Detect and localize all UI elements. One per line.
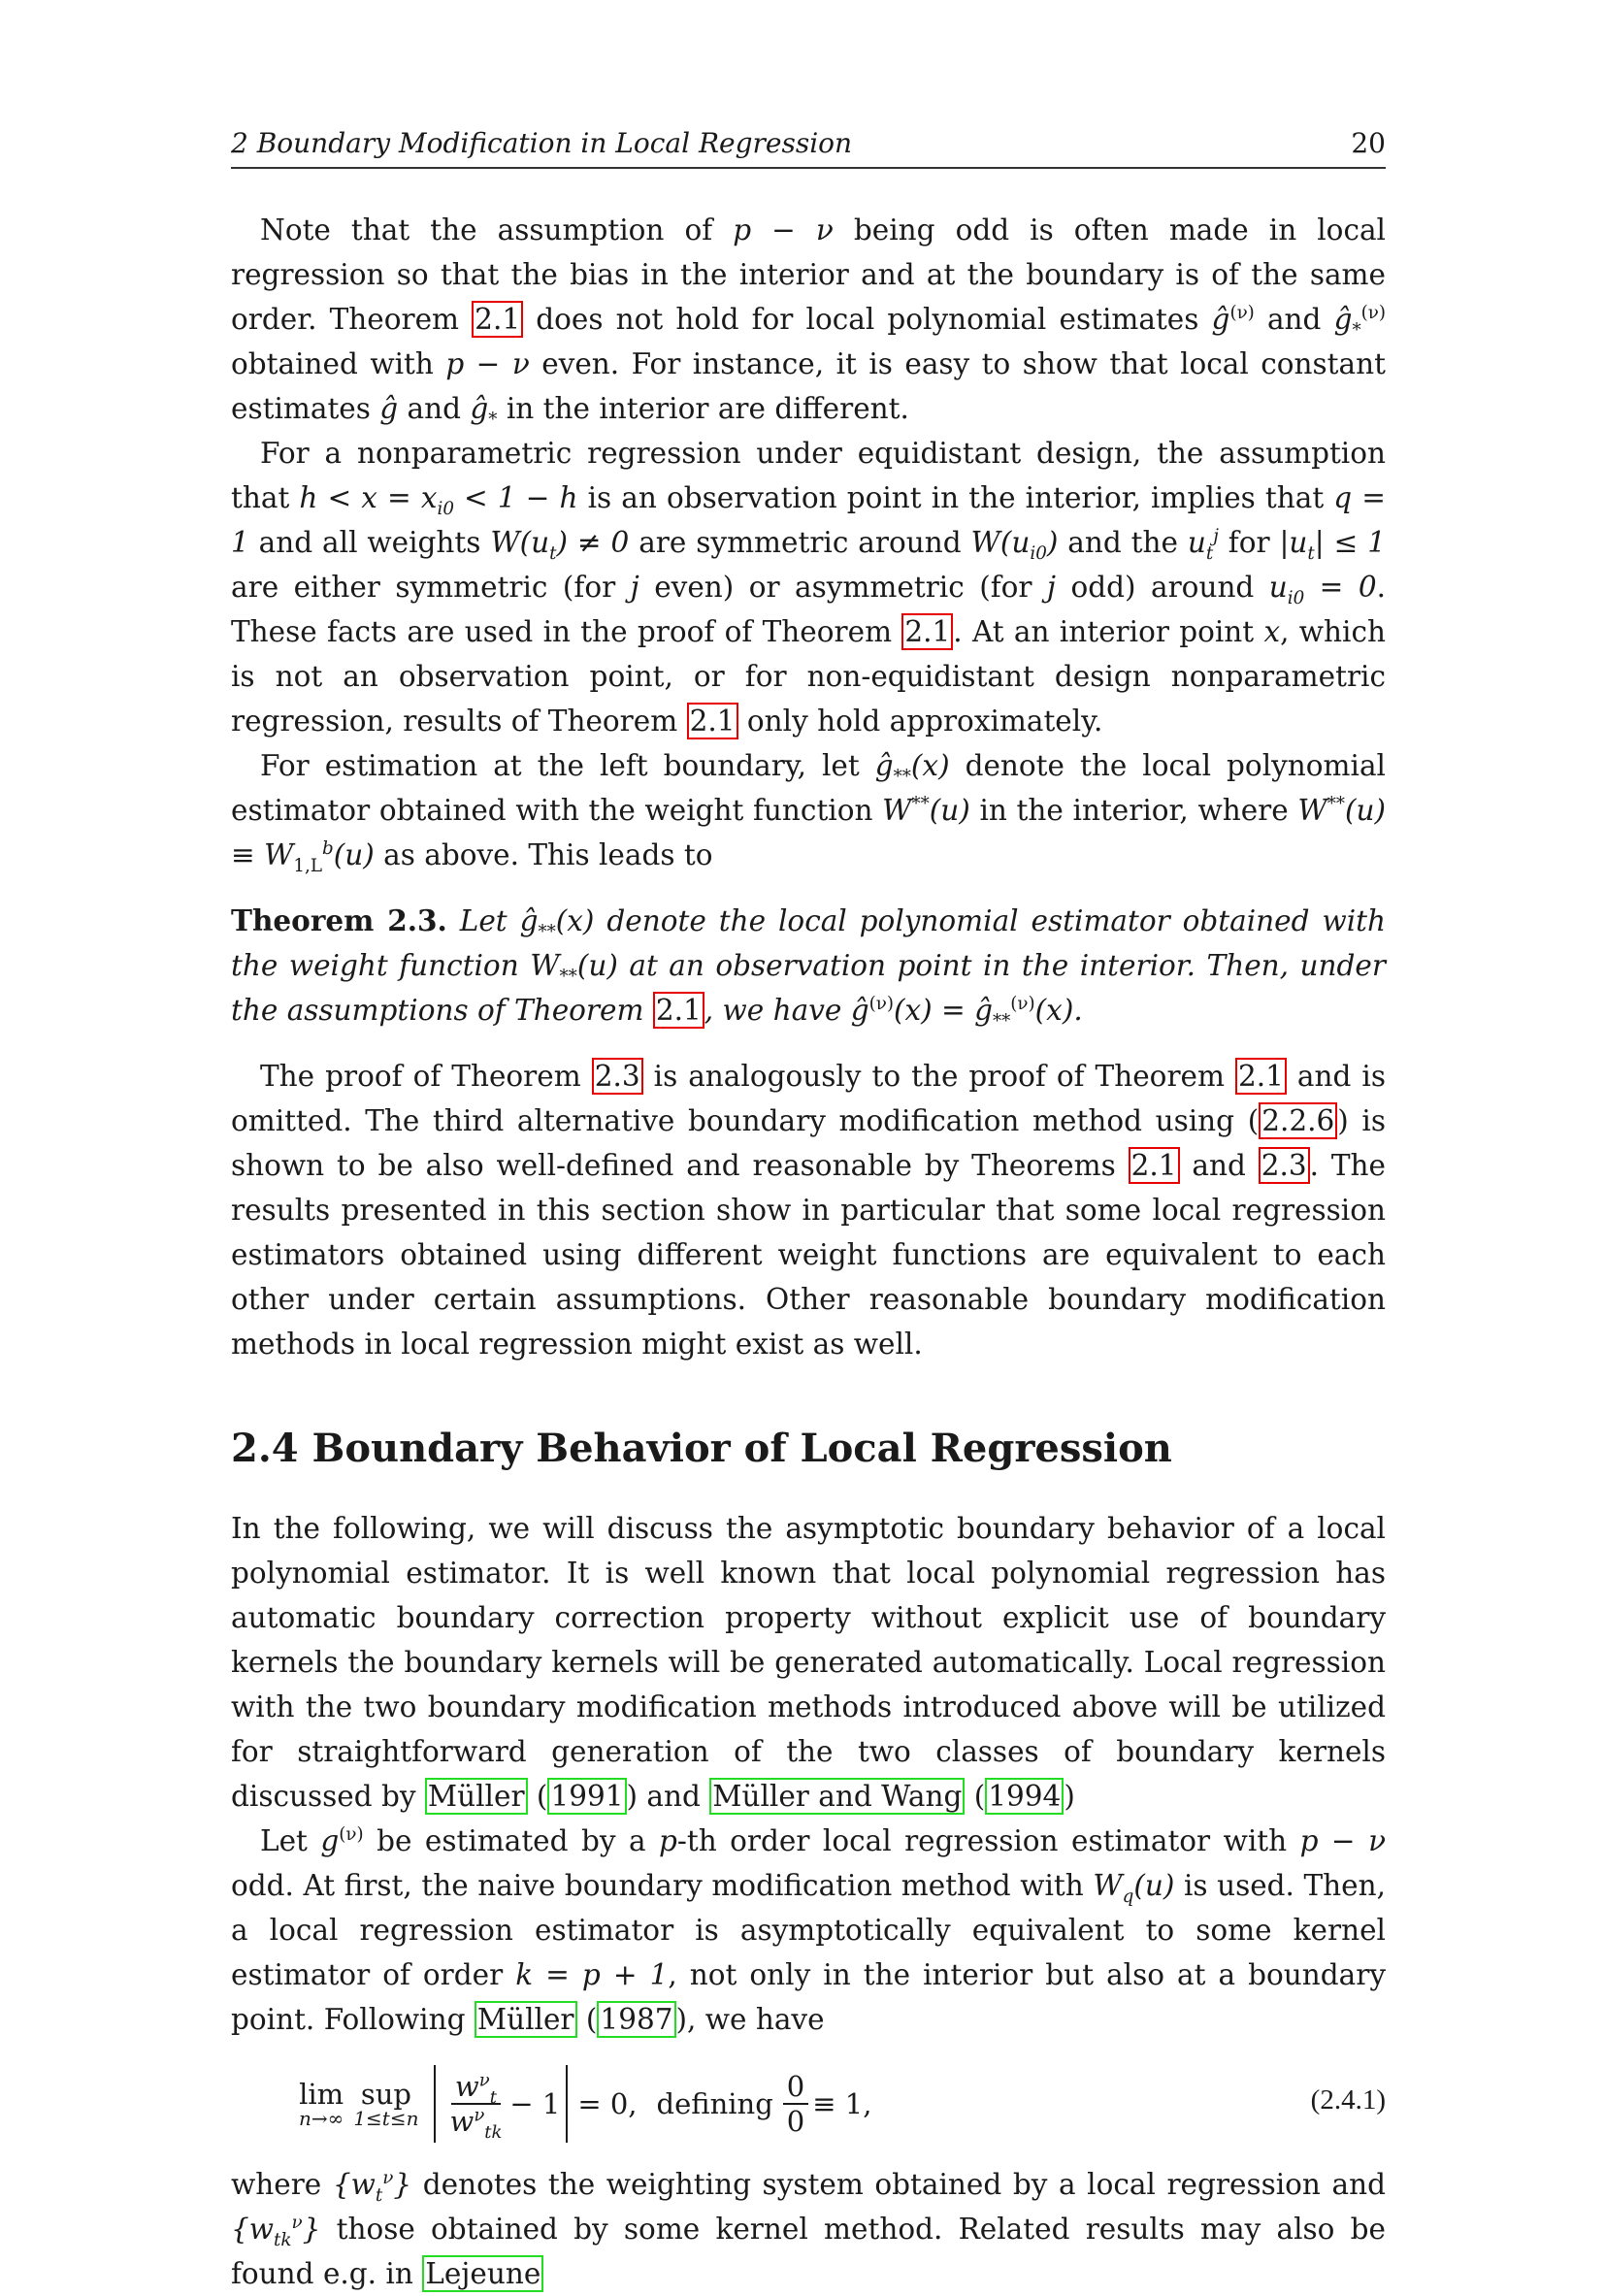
section-heading: 2.4 Boundary Behavior of Local Regression: [231, 1426, 1172, 1471]
citation-link[interactable]: Müller and Wang: [709, 1778, 965, 1815]
citation-link[interactable]: Müller: [475, 2001, 577, 2038]
theorem-link[interactable]: 2.1: [1129, 1147, 1180, 1184]
paragraph-6: Let $g^{(\nu)}$ be estimated by a p-th order local regression estimator with p − ν odd. At first, the naive boundary modification method with $W_q(u)$ is used. Then, a local regression estimator is asymptotically equivalent to some kernel estimator of order k = p + 1, not only in the interior but also at a boundary point. Following Müller ( 1987 ), we have: [231, 1824, 1387, 2036]
theorem-link[interactable]: 2.1: [901, 613, 953, 650]
citation-link[interactable]: 1987: [597, 2001, 675, 2038]
citation-link[interactable]: 1994: [985, 1778, 1064, 1815]
page: [231, 126, 1386, 2296]
limit-operator: lim n→∞: [299, 2078, 344, 2130]
sup-operator: sup 1≤t≤n: [353, 2078, 419, 2130]
running-header: [231, 126, 1386, 169]
paragraph-1: Note that the assumption of p − ν being odd is often made in local regression so that the bias in the interior and at the boundary is of the same order. Theorem 2.1 does not hold for local polynomial estimates $ĝ^{(\nu)}$ and $ĝ_*^{(\nu)}$ obtained with p − ν even. For instance, it is easy to show that local constant estimates ĝ and $ĝ_*$ in the interior are different.: [231, 213, 1387, 430]
theorem-link[interactable]: 2.1: [687, 703, 738, 739]
chapter-title: 2 Boundary Modification in Local Regression: [231, 127, 853, 159]
paragraph-3: For estimation at the left boundary, let $ĝ_{**}(x)$ denote the local polynomial estimator obtained with the weight function W**(u) in the interior, where $W^{**}(u) \equiv W_{1,L}^b(u)$ as above. This leads to: [231, 749, 1387, 876]
theorem-2-3: Theorem 2.3. Let $ĝ_{**}(x)$ denote the local polynomial estimator obtained with the weight function $W_{**}(u)$ at an observation point in the interior. Then, under the assumptions of Theorem 2.1 , we have $ĝ^{(\nu)}(x)$ = $ĝ_{**}^{(\nu)}(x)$.: [231, 903, 1387, 1032]
citation-link[interactable]: 1991: [547, 1778, 626, 1815]
paragraph-5: In the following, we will discuss the asymptotic boundary behavior of a local polynomial estimator. It is well known that local polynomial regression has automatic boundary correction property without explicit use of boundary kernels the boundary kernels will be generated automatically. Local regression with the two boundary modification methods introduced above will be utilized for straightforward generation of the two classes of boundary kernels discussed by Müller ( 1991 ) and Müller and Wang ( 1994 ): [231, 1512, 1386, 1813]
abs-bar-right: [566, 2065, 568, 2143]
weight-ratio: $\frac{w^\nu_t}{w^\nu_{tk}}$: [449, 2070, 503, 2143]
citation-link[interactable]: Müller: [425, 1778, 528, 1815]
theorem-link[interactable]: 2.3: [592, 1058, 643, 1095]
citation-link[interactable]: Lejeune: [422, 2255, 543, 2292]
paragraph-2: For a nonparametric regression under equidistant design, the assumption that $h < x = x_{i0} < 1 - h$ is an observation point in the interior, implies that q = 1 and all weights $W(u_t) \ne 0$ are symmetric around $W(u_{i0})$ and the $u_t^j$ for $|u_t| \le 1$ are either symmetric (for j even) or asymmetric (for j odd) around $u_{i0} = 0$. These facts are used in the proof of Theorem 2.1 . At an interior point x, which is not an observation point, or for non-equidistant design nonparametric regression, results of Theorem 2.1 only hold approximately.: [231, 437, 1386, 738]
theorem-link[interactable]: 2.1: [472, 301, 523, 338]
theorem-link[interactable]: 2.1: [1235, 1058, 1287, 1095]
theorem-link[interactable]: 2.1: [653, 992, 704, 1029]
paragraph-4: The proof of Theorem 2.3 is analogously to the proof of Theorem 2.1 and is omitted. The third alternative boundary modification method using ( 2.2.6 ) is shown to be also well-defined and reasonable by Theorems 2.1 and 2.3 . The results presented in this section show in particular that some local regression estimators obtained using different weight functions are equivalent to each other under certain assumptions. Other reasonable boundary modification methods in local regression might exist as well.: [231, 1060, 1387, 1361]
abs-bar-left: [434, 2065, 436, 2143]
theorem-link[interactable]: 2.3: [1259, 1147, 1310, 1184]
equation-link[interactable]: 2.2.6: [1259, 1102, 1337, 1139]
equation-2-4-1: lim n→∞ sup 1≤t≤n $\frac{w^\nu_t}{w^\nu_{tk}}$ − 1 = 0, defining $\frac{0}{0}$ ≡ 1, (2.4.1): [231, 2055, 1386, 2152]
theorem-label: Theorem 2.3.: [231, 903, 447, 937]
zero-over-zero: $\frac{0}{0}$: [783, 2070, 808, 2138]
paragraph-7: where $\{w_t^\nu\}$ denotes the weighting system obtained by a local regression and $\{w_{tk}^\nu\}$ those obtained by some kernel method. Related results may also be found e.g. in Lejeune: [231, 2168, 1386, 2290]
equation-number: (2.4.1): [1310, 2084, 1386, 2116]
page-number: 20: [1351, 127, 1386, 159]
